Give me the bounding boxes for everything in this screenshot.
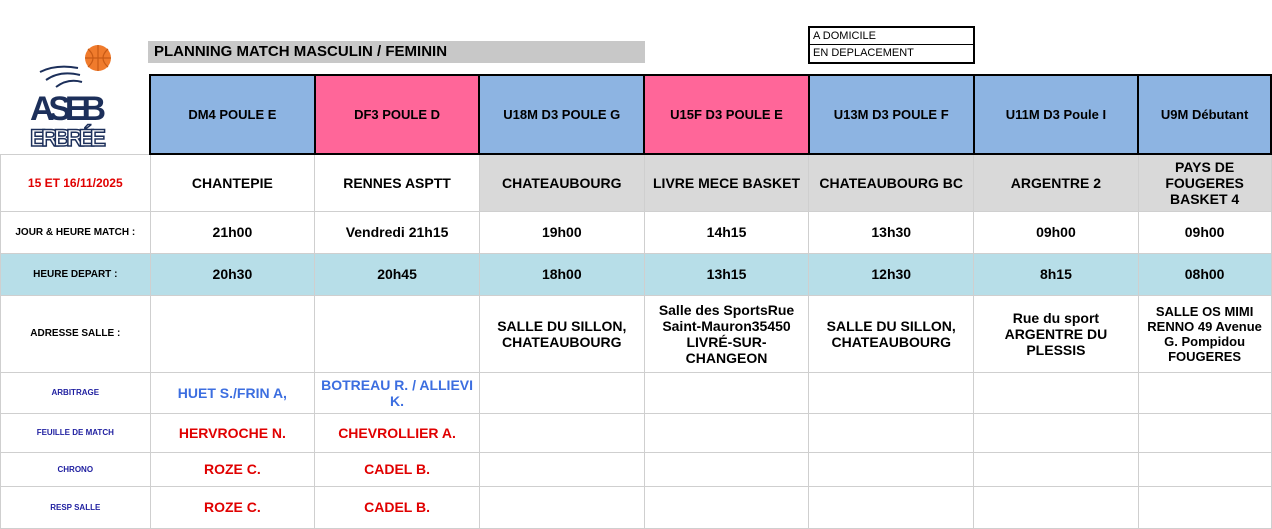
departure-cell: 08h00 bbox=[1138, 253, 1271, 295]
team-header: U11M D3 Poule I bbox=[974, 75, 1139, 154]
score-sheet-row bbox=[1, 413, 1272, 452]
match-time-cell: Vendredi 21h15 bbox=[315, 211, 480, 253]
referee-cell: BOTREAU R. / ALLIEVI K. bbox=[315, 372, 480, 413]
match-date: 15 ET 16/11/2025 bbox=[1, 154, 151, 211]
score-sheet-cell bbox=[644, 413, 809, 452]
address-row bbox=[1, 295, 1272, 372]
chrono-row bbox=[1, 452, 1272, 486]
chrono-cell bbox=[809, 452, 974, 486]
departure-cell: 12h30 bbox=[809, 253, 974, 295]
match-time-label: JOUR & HEURE MATCH : bbox=[1, 211, 151, 253]
hall-manager-cell bbox=[974, 486, 1139, 528]
hall-manager-row bbox=[1, 486, 1272, 528]
referee-row bbox=[1, 372, 1272, 413]
opponent-cell: CHATEAUBOURG BC bbox=[809, 154, 974, 211]
referee-cell bbox=[1138, 372, 1271, 413]
logo-cell bbox=[1, 75, 151, 154]
match-time-cell: 13h30 bbox=[809, 211, 974, 253]
referee-cell bbox=[809, 372, 974, 413]
address-cell: Salle des SportsRue Saint-Mauron35450 LIVRÉ-SUR-CHANGEON bbox=[644, 295, 809, 372]
chrono-cell bbox=[644, 452, 809, 486]
score-sheet-cell: CHEVROLLIER A. bbox=[315, 413, 480, 452]
address-label: ADRESSE SALLE : bbox=[1, 295, 151, 372]
match-time-cell: 09h00 bbox=[1138, 211, 1271, 253]
departure-cell: 18h00 bbox=[479, 253, 644, 295]
opponent-cell: PAYS DE FOUGERES BASKET 4 bbox=[1138, 154, 1271, 211]
svg-text:ASEB: ASEB bbox=[30, 90, 106, 128]
team-header: U13M D3 POULE F bbox=[809, 75, 974, 154]
hall-manager-cell: CADEL B. bbox=[315, 486, 480, 528]
team-header: U18M D3 POULE G bbox=[479, 75, 644, 154]
score-sheet-label: FEUILLE DE MATCH bbox=[1, 413, 151, 452]
team-header: DM4 POULE E bbox=[150, 75, 315, 154]
departure-row bbox=[1, 253, 1272, 295]
chrono-label: CHRONO bbox=[1, 452, 151, 486]
address-cell: SALLE DU SILLON, CHATEAUBOURG bbox=[479, 295, 644, 372]
referee-cell bbox=[479, 372, 644, 413]
address-cell: SALLE OS MIMI RENNO 49 Avenue G. Pompidou FOUGERES bbox=[1138, 295, 1271, 372]
legend-home: A DOMICILE bbox=[810, 28, 973, 45]
score-sheet-cell bbox=[479, 413, 644, 452]
match-time-row bbox=[1, 211, 1272, 253]
opponent-cell: ARGENTRE 2 bbox=[974, 154, 1139, 211]
chrono-cell: ROZE C. bbox=[150, 452, 315, 486]
hall-manager-label: RESP SALLE bbox=[1, 486, 151, 528]
page-title: PLANNING MATCH MASCULIN / FEMININ bbox=[148, 41, 645, 63]
departure-cell: 13h15 bbox=[644, 253, 809, 295]
referee-cell bbox=[974, 372, 1139, 413]
hall-manager-cell bbox=[809, 486, 974, 528]
match-time-cell: 21h00 bbox=[150, 211, 315, 253]
address-cell bbox=[315, 295, 480, 372]
opponent-cell: RENNES ASPTT bbox=[315, 154, 480, 211]
address-cell: SALLE DU SILLON, CHATEAUBOURG bbox=[809, 295, 974, 372]
address-cell: Rue du sport ARGENTRE DU PLESSIS bbox=[974, 295, 1139, 372]
opponents-row bbox=[1, 154, 1272, 211]
departure-cell: 8h15 bbox=[974, 253, 1139, 295]
score-sheet-cell bbox=[974, 413, 1139, 452]
chrono-cell bbox=[974, 452, 1139, 486]
referee-cell bbox=[644, 372, 809, 413]
svg-text:ERBRÉE: ERBRÉE bbox=[30, 125, 106, 152]
match-time-cell: 14h15 bbox=[644, 211, 809, 253]
departure-label: HEURE DEPART : bbox=[1, 253, 151, 295]
team-header: U15F D3 POULE E bbox=[644, 75, 809, 154]
teams-row bbox=[1, 75, 1272, 154]
departure-cell: 20h30 bbox=[150, 253, 315, 295]
match-time-cell: 09h00 bbox=[974, 211, 1139, 253]
referee-label: ARBITRAGE bbox=[1, 372, 151, 413]
score-sheet-cell: HERVROCHE N. bbox=[150, 413, 315, 452]
planning-table bbox=[0, 74, 1272, 529]
score-sheet-cell bbox=[1138, 413, 1271, 452]
address-cell bbox=[150, 295, 315, 372]
hall-manager-cell bbox=[1138, 486, 1271, 528]
opponent-cell: LIVRE MECE BASKET bbox=[644, 154, 809, 211]
hall-manager-cell bbox=[644, 486, 809, 528]
legend bbox=[808, 26, 975, 64]
legend-away: EN DEPLACEMENT bbox=[813, 47, 914, 59]
chrono-cell: CADEL B. bbox=[315, 452, 480, 486]
score-sheet-cell bbox=[809, 413, 974, 452]
team-header: U9M Débutant bbox=[1138, 75, 1271, 154]
match-time-cell: 19h00 bbox=[479, 211, 644, 253]
team-header: DF3 POULE D bbox=[315, 75, 480, 154]
chrono-cell bbox=[1138, 452, 1271, 486]
referee-cell: HUET S./FRIN A, bbox=[150, 372, 315, 413]
opponent-cell: CHATEAUBOURG bbox=[479, 154, 644, 211]
hall-manager-cell: ROZE C. bbox=[150, 486, 315, 528]
chrono-cell bbox=[479, 452, 644, 486]
hall-manager-cell bbox=[479, 486, 644, 528]
departure-cell: 20h45 bbox=[315, 253, 480, 295]
opponent-cell: CHANTEPIE bbox=[150, 154, 315, 211]
